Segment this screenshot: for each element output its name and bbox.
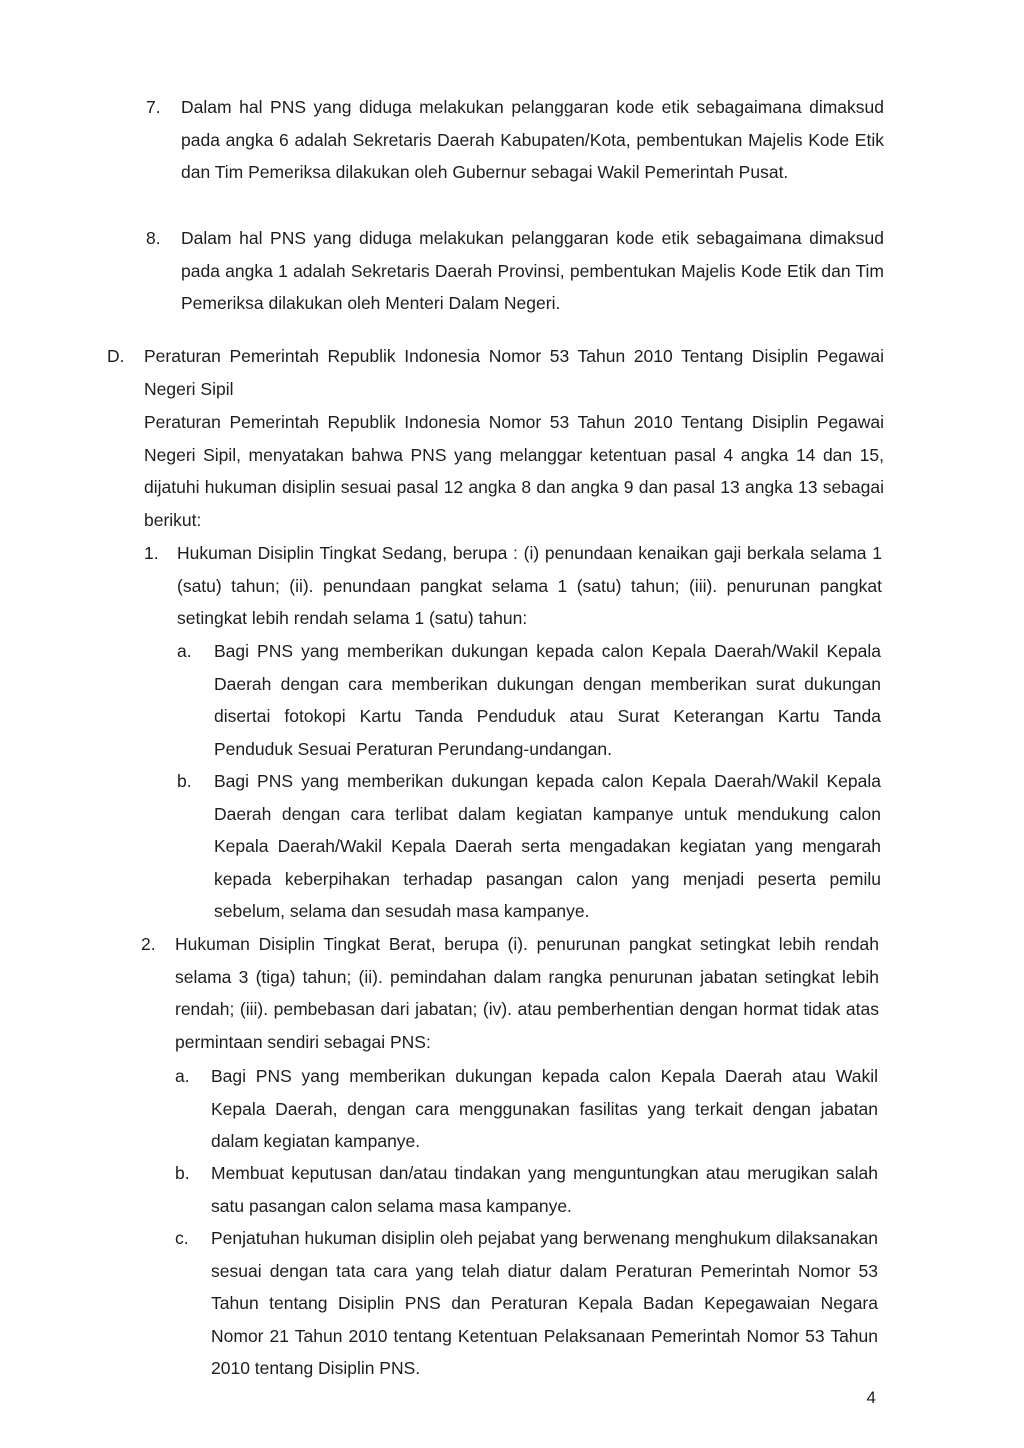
penalty-medium-b: Bagi PNS yang memberikan dukungan kepada calon Kepala Daerah/Wakil Kepala Daerah dengan cara terlibat dalam kegiatan kampanye untuk mendukung calon Kepala Daerah/Wakil Kepala Daerah serta mengadakan kegiatan yang mengarah kepada keberpihakan terhadap pasangan calon yang menjadi peserta pemilu sebelum, selama dan sesudah masa kampanye. <box>214 771 881 922</box>
list-item-8: Dalam hal PNS yang diduga melakukan pelanggaran kode etik sebagaimana dimaksud pada angka 1 adalah Sekretaris Daerah Provinsi, pembentukan Majelis Kode Etik dan Tim Pemeriksa dilakukan oleh Menteri Dalam Negeri. <box>181 228 884 314</box>
penalty-heavy-c: Penjatuhan hukuman disiplin oleh pejabat yang berwenang menghukum dilaksanakan sesuai dengan tata cara yang telah diatur dalam Peraturan Pemerintah Nomor 53 Tahun tentang Disiplin PNS dan Peraturan Kepala Badan Kepegawaian Negara Nomor 21 Tahun 2010 tentang Ketentuan Pelaksanaan Pemerintah Nomor 53 Tahun 2010 tentang Disiplin PNS. <box>211 1228 878 1379</box>
sub-item-marker: a. <box>175 1066 190 1086</box>
sub-item-marker: b. <box>175 1163 190 1183</box>
penalty-heavy-b: Membuat keputusan dan/atau tindakan yang menguntungkan atau merugikan salah satu pasangan calon selama masa kampanye. <box>211 1163 878 1216</box>
list-item-marker: 8. <box>146 228 161 248</box>
penalty-heavy: Hukuman Disiplin Tingkat Berat, berupa (i). penurunan pangkat setingkat lebih rendah selama 3 (tiga) tahun; (ii). pemindahan dalam rangka penurunan jabatan setingkat lebih rendah; (iii). pembebasan dari jabatan; (iv). atau pemberhentian dengan hormat tidak atas permintaan sendiri sebagai PNS: <box>175 934 879 1052</box>
sub-item-marker: c. <box>175 1228 189 1248</box>
list-item-marker: 1. <box>144 543 159 563</box>
penalty-medium: Hukuman Disiplin Tingkat Sedang, berupa : (i) penundaan kenaikan gaji berkala selama 1 (satu) tahun; (ii). penundaan pangkat selama 1 (satu) tahun; (iii). penurunan pangkat setingkat lebih rendah selama 1 (satu) tahun: <box>177 543 882 629</box>
sub-item-marker: a. <box>177 641 192 661</box>
sub-item-marker: b. <box>177 771 192 791</box>
list-item-marker: 7. <box>146 97 161 117</box>
penalty-medium-a: Bagi PNS yang memberikan dukungan kepada calon Kepala Daerah/Wakil Kepala Daerah dengan cara memberikan dukungan dengan memberikan surat dukungan disertai fotokopi Kartu Tanda Penduduk atau Surat Keterangan Kartu Tanda Penduduk Sesuai Peraturan Perundang-undangan. <box>214 641 881 759</box>
page-number: 4 <box>866 1388 876 1407</box>
penalty-heavy-a: Bagi PNS yang memberikan dukungan kepada calon Kepala Daerah atau Wakil Kepala Daerah, dengan cara menggunakan fasilitas yang terkait dengan jabatan dalam kegiatan kampanye. <box>211 1066 878 1152</box>
section-title: Peraturan Pemerintah Republik Indonesia Nomor 53 Tahun 2010 Tentang Disiplin Pegawai Negeri Sipil <box>144 346 884 399</box>
section-marker: D. <box>107 346 125 366</box>
section-intro: Peraturan Pemerintah Republik Indonesia Nomor 53 Tahun 2010 Tentang Disiplin Pegawai Negeri Sipil, menyatakan bahwa PNS yang melanggar ketentuan pasal 4 angka 14 dan 15, dijatuhi hukuman disiplin sesuai pasal 12 angka 8 dan angka 9 dan pasal 13 angka 13 sebagai berikut: <box>144 412 884 530</box>
list-item-7: Dalam hal PNS yang diduga melakukan pelanggaran kode etik sebagaimana dimaksud pada angka 6 adalah Sekretaris Daerah Kabupaten/Kota, pembentukan Majelis Kode Etik dan Tim Pemeriksa dilakukan oleh Gubernur sebagai Wakil Pemerintah Pusat. <box>181 97 884 183</box>
list-item-marker: 2. <box>141 934 156 954</box>
